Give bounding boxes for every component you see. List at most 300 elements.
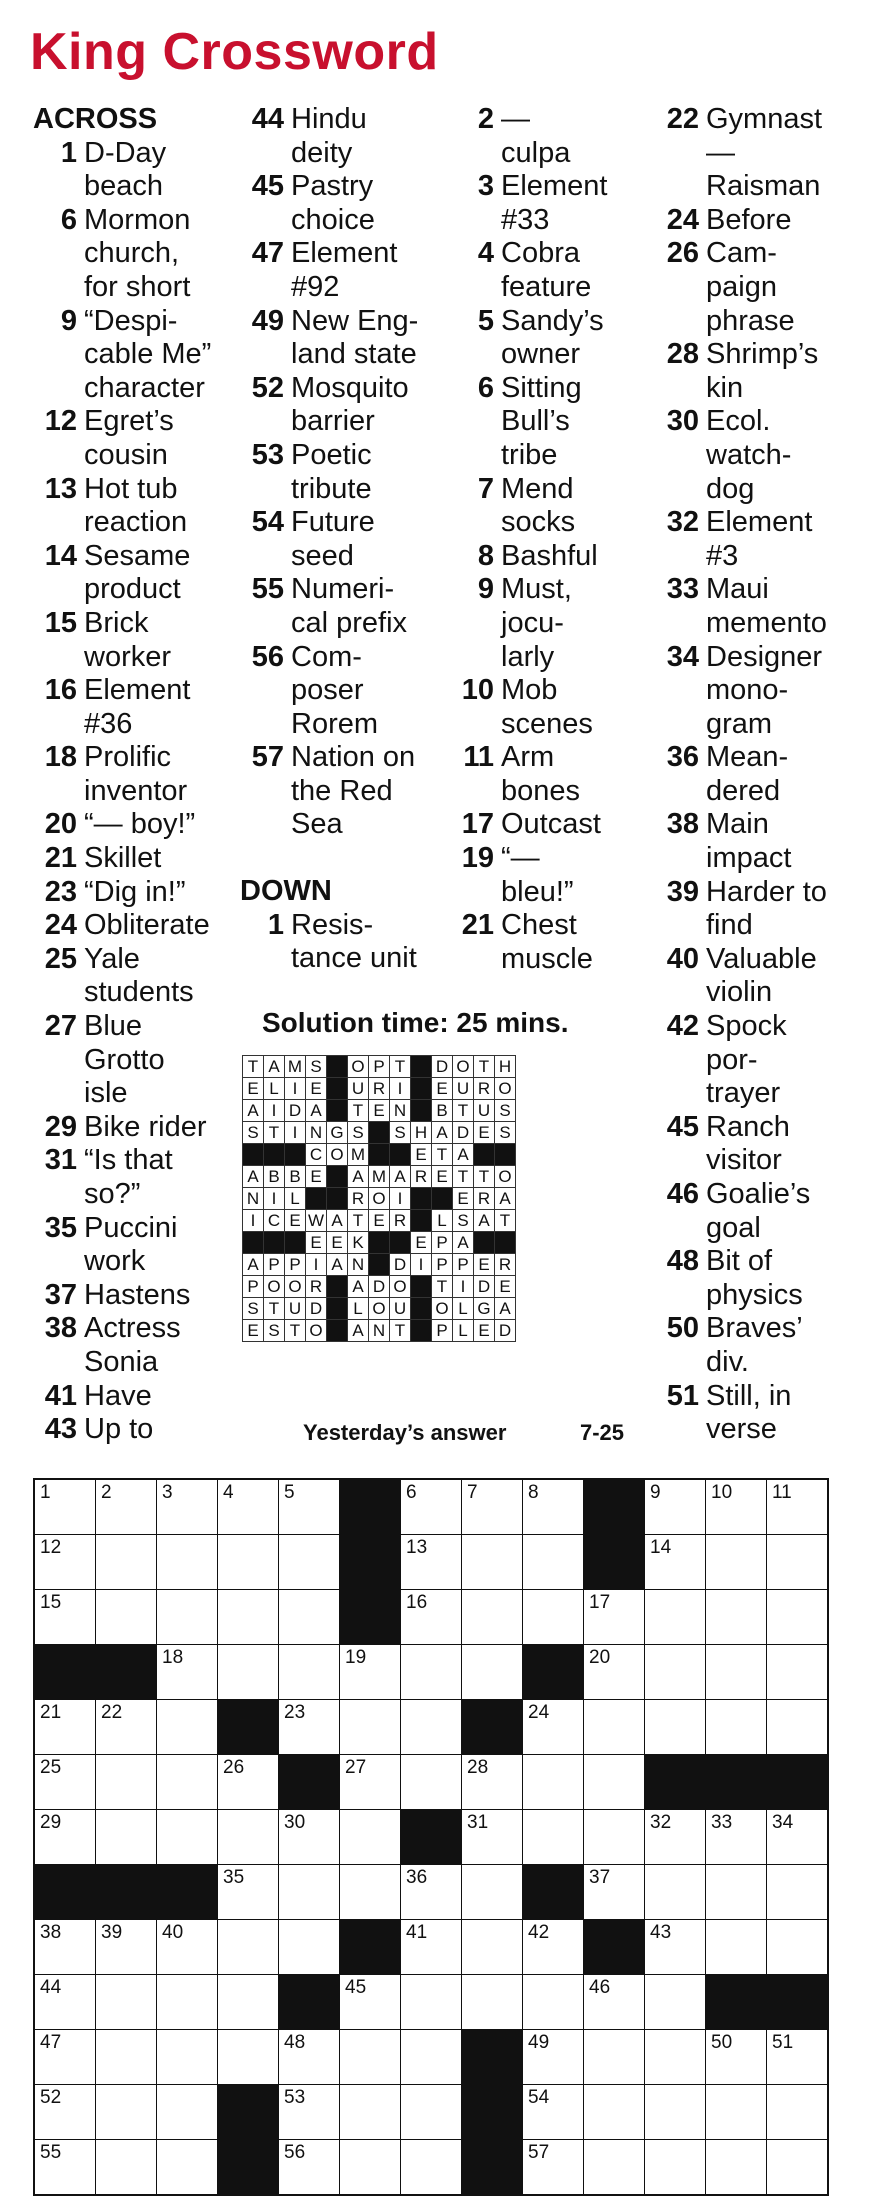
grid-cell[interactable] [340,2140,401,2196]
cell-number: 45 [345,1977,367,1998]
grid-cell[interactable] [218,2030,279,2085]
grid-cell[interactable] [96,1590,157,1645]
grid-cell[interactable] [96,1755,157,1810]
clue-text: Outcast [501,808,601,841]
grid-cell[interactable] [157,2140,218,2196]
grid-cell[interactable] [523,1810,584,1865]
grid-cell[interactable] [340,1645,401,1700]
grid-cell[interactable] [96,2140,157,2196]
across-clue [240,439,440,506]
cell-number: 26 [223,1757,245,1778]
grid-cell[interactable] [34,2030,96,2085]
grid-cell[interactable] [401,2030,462,2085]
grid-cell[interactable] [584,2140,645,2196]
grid-cell[interactable] [157,1645,218,1700]
cell-number: 43 [650,1922,672,1943]
cell-number: 57 [528,2142,550,2163]
clue-number: 32 [666,506,699,539]
grid-cell[interactable] [340,1810,401,1865]
answer-letter: I [390,1188,411,1210]
down-clue [450,674,640,741]
grid-cell[interactable] [523,1479,584,1535]
black-square [767,1755,829,1810]
grid-cell[interactable] [706,1865,767,1920]
cell-number: 56 [284,2142,306,2163]
answer-letter: P [432,1232,453,1254]
grid-cell[interactable] [279,1920,340,1975]
down-heading: DOWN [240,875,332,908]
grid-cell[interactable] [523,1755,584,1810]
black-square [706,1755,767,1810]
black-square [327,1320,348,1342]
answer-letter: I [285,1078,306,1100]
grid-cell[interactable] [279,1535,340,1590]
down-clue [450,103,640,170]
grid-cell[interactable] [462,1479,523,1535]
answer-letter: E [327,1232,348,1254]
clue-text: Hot tub reaction [84,472,188,539]
grid-cell[interactable] [218,1975,279,2030]
cell-number: 24 [528,1702,550,1723]
grid-cell[interactable] [34,1700,96,1755]
clue-text: Have [84,1379,152,1412]
grid-cell[interactable] [523,2030,584,2085]
answer-letter: A [243,1100,264,1122]
grid-cell[interactable] [706,1810,767,1865]
black-square [495,1144,516,1166]
down-clue [655,573,880,640]
answer-letter: A [348,1276,369,1298]
answer-letter: T [285,1320,306,1342]
grid-cell[interactable] [767,1920,829,1975]
grid-cell[interactable] [279,1700,340,1755]
grid-cell[interactable] [218,1755,279,1810]
grid-cell[interactable] [96,1810,157,1865]
clue-text: — culpa [501,103,571,169]
cell-number: 3 [162,1482,173,1503]
grid-cell[interactable] [645,1535,706,1590]
grid-cell[interactable] [645,2085,706,2140]
answer-letter: A [264,1056,285,1078]
grid-cell[interactable] [96,1700,157,1755]
answer-letter: S [453,1210,474,1232]
grid-cell[interactable] [279,1865,340,1920]
grid-cell[interactable] [767,1590,829,1645]
answer-letter: O [327,1144,348,1166]
answer-letter: U [390,1298,411,1320]
black-square [96,1645,157,1700]
grid-cell[interactable] [157,1920,218,1975]
black-square [584,1535,645,1590]
answer-letter: E [369,1210,390,1232]
answer-letter: E [453,1188,474,1210]
black-square [327,1298,348,1320]
grid-cell[interactable] [462,1920,523,1975]
grid-cell[interactable] [279,1479,340,1535]
answer-letter: T [474,1056,495,1078]
grid-cell[interactable] [218,1535,279,1590]
clue-text: Harder to find [706,875,827,942]
grid-cell[interactable] [706,2030,767,2085]
down-clue [655,204,880,238]
answer-letter: R [306,1276,327,1298]
black-square [462,2030,523,2085]
cell-number: 42 [528,1922,550,1943]
grid-cell[interactable] [96,1479,157,1535]
grid-cell[interactable] [218,1479,279,1535]
answer-letter: R [411,1166,432,1188]
grid-cell[interactable] [767,1535,829,1590]
grid-row [34,1865,828,1920]
answer-letter: B [432,1100,453,1122]
answer-letter: A [243,1254,264,1276]
grid-cell[interactable] [218,1590,279,1645]
cell-number: 9 [650,1482,661,1503]
down-clue [655,1111,880,1178]
clue-number: 56 [251,640,284,673]
answer-letter: M [348,1144,369,1166]
grid-cell[interactable] [706,2140,767,2196]
grid-cell[interactable] [340,1755,401,1810]
grid-cell[interactable] [218,1645,279,1700]
grid-cell[interactable] [645,1700,706,1755]
clue-text: “— boy!” [84,808,196,841]
cell-number: 37 [589,1867,611,1888]
clue-number: 43 [44,1413,77,1446]
clue-text: Up to [84,1413,154,1446]
clue-number: 51 [666,1379,699,1412]
black-square [411,1276,432,1298]
across-heading: ACROSS [33,103,158,135]
grid-cell[interactable] [340,1865,401,1920]
grid-cell[interactable] [401,1479,462,1535]
down-clue [450,909,640,976]
grid-cell[interactable] [645,1479,706,1535]
grid-cell[interactable] [462,1755,523,1810]
grid-cell[interactable] [340,2030,401,2085]
grid-cell[interactable] [279,2030,340,2085]
grid-cell[interactable] [340,2085,401,2140]
grid-row [34,1479,828,1535]
answer-letter: A [390,1166,411,1188]
grid-cell[interactable] [401,1755,462,1810]
answer-letter: E [474,1320,495,1342]
black-square [706,1975,767,2030]
clue-number: 19 [461,842,494,875]
clue-number: 53 [251,438,284,471]
answer-grid-row [243,1078,516,1100]
grid-cell[interactable] [645,2140,706,2196]
answer-letter: H [495,1056,516,1078]
across-clue [240,573,440,640]
grid-cell[interactable] [462,1535,523,1590]
grid-cell[interactable] [584,1810,645,1865]
grid-cell[interactable] [584,2030,645,2085]
across-clue [33,204,233,305]
grid-cell[interactable] [34,1479,96,1535]
clue-text: Actress Sonia [84,1312,181,1378]
clue-text: Designer mono- gram [706,640,823,740]
grid-cell[interactable] [767,1865,829,1920]
grid-cell[interactable] [767,2140,829,2196]
grid-cell[interactable] [157,1535,218,1590]
grid-cell[interactable] [706,1590,767,1645]
answer-letter: O [453,1056,474,1078]
grid-cell[interactable] [706,2085,767,2140]
clue-text: Sandy’s owner [501,304,604,371]
grid-cell[interactable] [401,2140,462,2196]
grid-cell[interactable] [34,1810,96,1865]
black-square [340,1920,401,1975]
black-square [96,1865,157,1920]
grid-cell[interactable] [279,2140,340,2196]
answer-letter: C [306,1144,327,1166]
clue-number: 28 [666,338,699,371]
black-square [767,1975,829,2030]
grid-cell[interactable] [462,1590,523,1645]
grid-cell[interactable] [523,1700,584,1755]
grid-cell[interactable] [645,1810,706,1865]
black-square [279,1755,340,1810]
grid-cell[interactable] [34,1535,96,1590]
across-clue [33,1144,233,1211]
answer-grid-row [243,1298,516,1320]
clue-number: 40 [666,942,699,975]
across-clue [33,473,233,540]
grid-cell[interactable] [523,1590,584,1645]
answer-letter: E [306,1232,327,1254]
cell-number: 23 [284,1702,306,1723]
grid-cell[interactable] [218,1865,279,1920]
grid-cell[interactable] [706,1920,767,1975]
grid-cell[interactable] [584,2085,645,2140]
answer-letter: L [453,1320,474,1342]
black-square [157,1865,218,1920]
clue-number: 54 [251,506,284,539]
clue-text: Puccini work [84,1211,178,1278]
grid-cell[interactable] [584,1590,645,1645]
grid-cell[interactable] [645,1920,706,1975]
down-clue [450,808,640,842]
black-square [411,1210,432,1232]
answer-letter: U [453,1078,474,1100]
grid-cell[interactable] [584,1700,645,1755]
answer-letter: R [390,1210,411,1232]
answer-letter: E [432,1078,453,1100]
clue-text: Resis- tance unit [291,908,417,975]
answer-letter: O [306,1320,327,1342]
grid-cell[interactable] [34,1920,96,1975]
grid-cell[interactable] [279,2085,340,2140]
grid-cell[interactable] [218,1920,279,1975]
clue-number: 37 [44,1278,77,1311]
grid-cell[interactable] [706,1479,767,1535]
clue-text: Element #92 [291,237,398,303]
across-clue [33,1279,233,1313]
clue-text: Arm bones [501,741,581,807]
answer-letter: O [495,1078,516,1100]
across-clue [33,405,233,472]
grid-cell[interactable] [584,1645,645,1700]
answer-letter: L [285,1188,306,1210]
clue-text: Maui memento [706,573,827,639]
answer-grid-row [243,1320,516,1342]
answer-letter: D [390,1254,411,1276]
grid-cell[interactable] [767,2030,829,2085]
grid-cell[interactable] [401,1590,462,1645]
grid-cell[interactable] [340,1700,401,1755]
clue-number: 52 [251,371,284,404]
black-square [327,1188,348,1210]
answer-grid-row [243,1100,516,1122]
grid-cell[interactable] [401,1865,462,1920]
answer-letter: U [285,1298,306,1320]
cell-number: 38 [40,1922,62,1943]
answer-grid-row [243,1276,516,1298]
grid-cell[interactable] [279,1645,340,1700]
grid-cell[interactable] [34,2085,96,2140]
clue-number: 46 [666,1178,699,1210]
black-square [243,1232,264,1254]
grid-cell[interactable] [767,2085,829,2140]
cell-number: 31 [467,1812,489,1833]
clue-number: 2 [477,103,494,135]
grid-cell[interactable] [157,2085,218,2140]
grid-cell[interactable] [157,1975,218,2030]
grid-cell[interactable] [279,1810,340,1865]
grid-cell[interactable] [706,1645,767,1700]
answer-letter: R [369,1078,390,1100]
grid-cell[interactable] [462,1865,523,1920]
grid-cell[interactable] [584,1865,645,1920]
clue-text: Cam- paign phrase [706,237,795,337]
black-square [327,1166,348,1188]
grid-row [34,1590,828,1645]
grid-cell[interactable] [462,1645,523,1700]
black-square [327,1276,348,1298]
grid-cell[interactable] [645,1865,706,1920]
clue-number: 33 [666,573,699,606]
clue-text: “Dig in!” [84,875,186,908]
black-square [340,1479,401,1535]
clue-number: 23 [44,875,77,908]
grid-cell[interactable] [523,1920,584,1975]
grid-cell[interactable] [584,1755,645,1810]
grid-cell[interactable] [401,1920,462,1975]
answer-letter: A [495,1298,516,1320]
down-clue [240,909,440,976]
grid-cell[interactable] [401,1645,462,1700]
black-square [584,1479,645,1535]
grid-cell[interactable] [96,1920,157,1975]
grid-cell[interactable] [706,1700,767,1755]
answer-caption: Yesterday’s answer [303,1420,507,1445]
grid-cell[interactable] [523,1535,584,1590]
clue-number: 21 [461,909,494,942]
grid-cell[interactable] [34,2140,96,2196]
black-square [474,1232,495,1254]
grid-cell[interactable] [767,1700,829,1755]
answer-letter: I [306,1254,327,1276]
grid-cell[interactable] [767,1479,829,1535]
clue-number: 30 [666,405,699,438]
answer-letter: U [348,1078,369,1100]
answer-letter: A [327,1210,348,1232]
black-square [340,1590,401,1645]
grid-cell[interactable] [706,1535,767,1590]
clue-text: Ecol. watch- dog [706,405,792,505]
grid-cell[interactable] [157,1700,218,1755]
grid-row [34,2030,828,2085]
grid-cell[interactable] [523,2085,584,2140]
down-clue [655,1245,880,1312]
grid-cell[interactable] [401,1700,462,1755]
cell-number: 16 [406,1592,428,1613]
grid-cell[interactable] [34,1975,96,2030]
answer-letter: P [453,1254,474,1276]
answer-letter: C [264,1210,285,1232]
grid-cell[interactable] [462,1975,523,2030]
grid-cell[interactable] [96,2085,157,2140]
grid-cell[interactable] [401,1975,462,2030]
previous-answer-grid [242,1055,516,1342]
answer-letter: E [243,1078,264,1100]
grid-cell[interactable] [279,1590,340,1645]
grid-cell[interactable] [401,1535,462,1590]
grid-cell[interactable] [96,1535,157,1590]
clue-text: Spock por- trayer [706,1010,787,1110]
grid-cell[interactable] [645,1645,706,1700]
grid-cell[interactable] [584,1975,645,2030]
grid-cell[interactable] [34,1590,96,1645]
clue-number: 44 [251,103,284,135]
clue-number: 24 [44,909,77,942]
cell-number: 20 [589,1647,611,1668]
answer-letter: A [453,1232,474,1254]
grid-cell[interactable] [645,1590,706,1645]
clue-number: 4 [477,237,494,270]
clue-number: 39 [666,875,699,908]
grid-cell[interactable] [645,2030,706,2085]
grid-cell[interactable] [218,1810,279,1865]
grid-cell[interactable] [34,1755,96,1810]
grid-cell[interactable] [96,2030,157,2085]
grid-cell[interactable] [340,1975,401,2030]
clue-text: Element #3 [706,506,813,572]
grid-row [34,2140,828,2196]
down-clue-list-continued [450,103,640,976]
grid-cell[interactable] [157,2030,218,2085]
grid-cell[interactable] [645,1975,706,2030]
clue-number: 10 [461,674,494,707]
grid-cell[interactable] [401,2085,462,2140]
clue-text: D-Day beach [84,136,167,203]
grid-cell[interactable] [96,1975,157,2030]
grid-cell[interactable] [157,1590,218,1645]
grid-cell[interactable] [523,1975,584,2030]
grid-cell[interactable] [157,1479,218,1535]
grid-cell[interactable] [767,1645,829,1700]
grid-cell[interactable] [157,1755,218,1810]
grid-cell[interactable] [523,2140,584,2196]
grid-cell[interactable] [157,1810,218,1865]
cell-number: 2 [101,1482,112,1503]
cell-number: 44 [40,1977,62,1998]
across-clue [33,305,233,406]
grid-cell[interactable] [767,1810,829,1865]
grid-cell[interactable] [462,1810,523,1865]
answer-grid-row [243,1144,516,1166]
